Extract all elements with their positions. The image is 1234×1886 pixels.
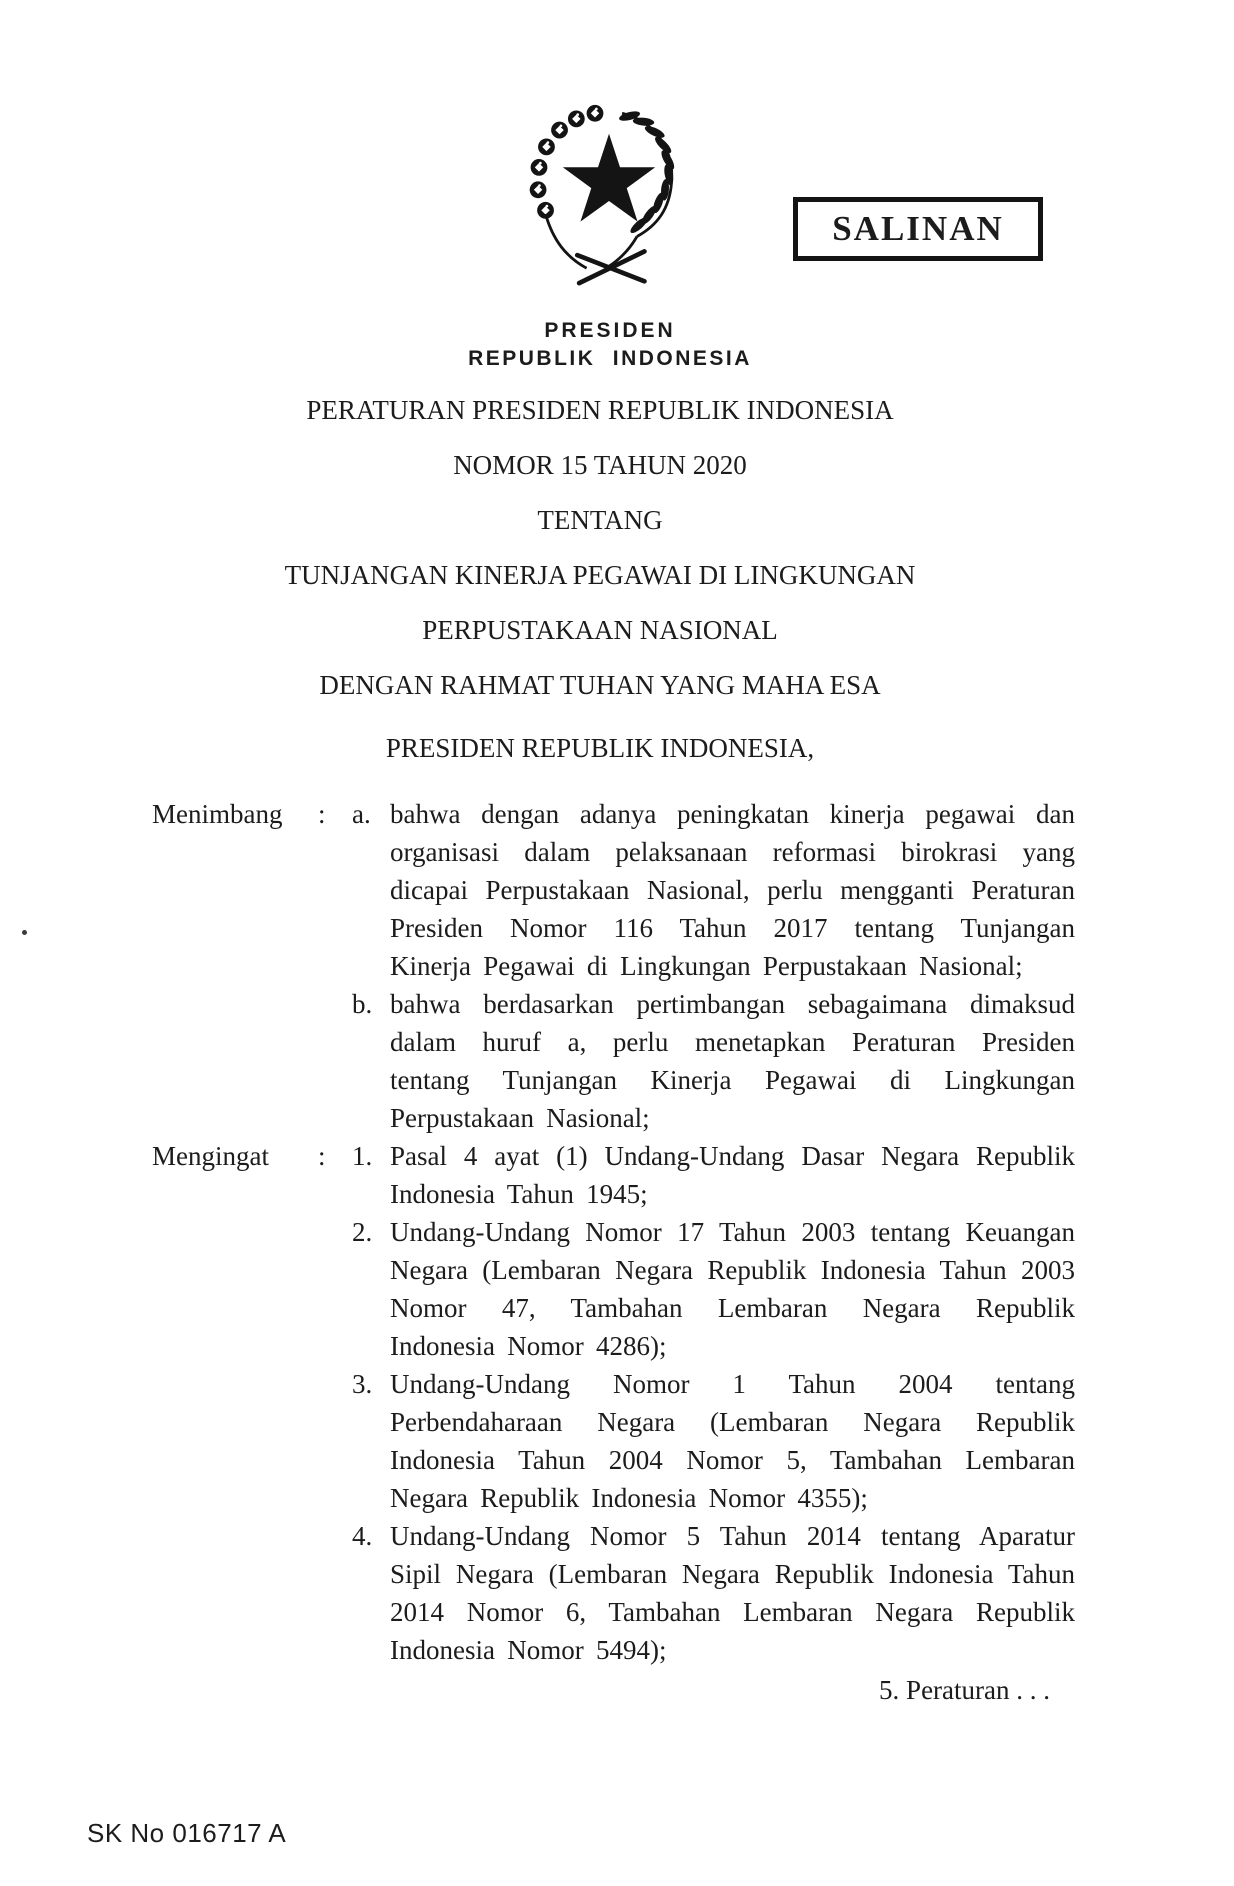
- clause-text-1: Pasal 4 ayat (1) Undang-Undang Dasar Negara Republik Indonesia Tahun 1945;: [390, 1141, 1075, 1209]
- legal-basis-row-2: [125, 1213, 1075, 1365]
- letterhead-republik-indonesia: REPUBLIK INDONESIA: [468, 347, 752, 370]
- scan-artifact-dot: [22, 930, 27, 935]
- document-heading: [125, 383, 1075, 776]
- salinan-stamp: [793, 197, 1043, 261]
- title-line-subject-2: PERPUSTAKAAN NASIONAL: [422, 615, 778, 645]
- page-catchword: 5. Peraturan . . .: [879, 1675, 1050, 1705]
- title-line-tentang: TENTANG: [537, 505, 663, 535]
- clause-marker-a: a.: [352, 799, 371, 829]
- consideration-row-a: [125, 795, 1075, 985]
- footer-sk-number: SK No 016717 A: [87, 1818, 287, 1848]
- consideration-row-b: [125, 985, 1075, 1137]
- clause-marker-4: 4.: [352, 1521, 373, 1551]
- title-line-subject-1: TUNJANGAN KINERJA PEGAWAI DI LINGKUNGAN: [284, 560, 916, 590]
- enacting-authority-line: PRESIDEN REPUBLIK INDONESIA,: [385, 733, 815, 763]
- clause-marker-2: 2.: [352, 1217, 373, 1247]
- clause-marker-b: b.: [352, 989, 373, 1019]
- letterhead: [135, 319, 1085, 371]
- star-wreath-emblem-icon: [525, 103, 693, 299]
- letterhead-presiden: PRESIDEN: [544, 319, 676, 342]
- clause-label-menimbang: Menimbang: [152, 799, 283, 829]
- clause-marker-1: 1.: [352, 1141, 373, 1171]
- legal-basis-row-1: [125, 1137, 1075, 1213]
- clause-text-b: bahwa berdasarkan pertimbangan sebagaimana dimaksud dalam huruf a, perlu menetapkan Peraturan Presiden tentang Tunjangan Kinerja Pegawai di Lingkungan Perpustakaan Nasional;: [390, 989, 1075, 1133]
- invocation-line: DENGAN RAHMAT TUHAN YANG MAHA ESA: [319, 670, 881, 700]
- clause-label-mengingat: Mengingat: [152, 1141, 269, 1171]
- legal-basis-row-3: [125, 1365, 1075, 1517]
- title-line-peraturan: PERATURAN PRESIDEN REPUBLIK INDONESIA: [306, 395, 894, 425]
- clause-text-a: bahwa dengan adanya peningkatan kinerja pegawai dan organisasi dalam pelaksanaan reformasi birokrasi yang dicapai Perpustakaan Nasional, perlu mengganti Peraturan Presiden Nomor 116 Tahun 2017 tentang Tunjangan Kinerja Pegawai di Lingkungan Perpustakaan Nasional;: [390, 799, 1075, 981]
- salinan-stamp-label: SALINAN: [832, 209, 1004, 248]
- clause-text-3: Undang-Undang Nomor 1 Tahun 2004 tentang Perbendaharaan Negara (Lembaran Negara Republik Indonesia Tahun 2004 Nomor 5, Tambahan Lembaran Negara Republik Indonesia Nomor 4355);: [390, 1369, 1075, 1513]
- clause-colon: :: [318, 799, 326, 829]
- clause-body: [125, 795, 1075, 1709]
- clause-text-2: Undang-Undang Nomor 17 Tahun 2003 tentang Keuangan Negara (Lembaran Negara Republik Indonesia Tahun 2003 Nomor 47, Tambahan Lembaran Negara Republik Indonesia Nomor 4286);: [390, 1217, 1075, 1361]
- legal-basis-row-4: [125, 1517, 1075, 1669]
- clause-colon: :: [318, 1141, 326, 1171]
- title-line-nomor: NOMOR 15 TAHUN 2020: [453, 450, 747, 480]
- clause-marker-3: 3.: [352, 1369, 373, 1399]
- clause-text-4: Undang-Undang Nomor 5 Tahun 2014 tentang Aparatur Sipil Negara (Lembaran Negara Republik Indonesia Tahun 2014 Nomor 6, Tambahan Lembaran Negara Republik Indonesia Nomor 5494);: [390, 1521, 1075, 1665]
